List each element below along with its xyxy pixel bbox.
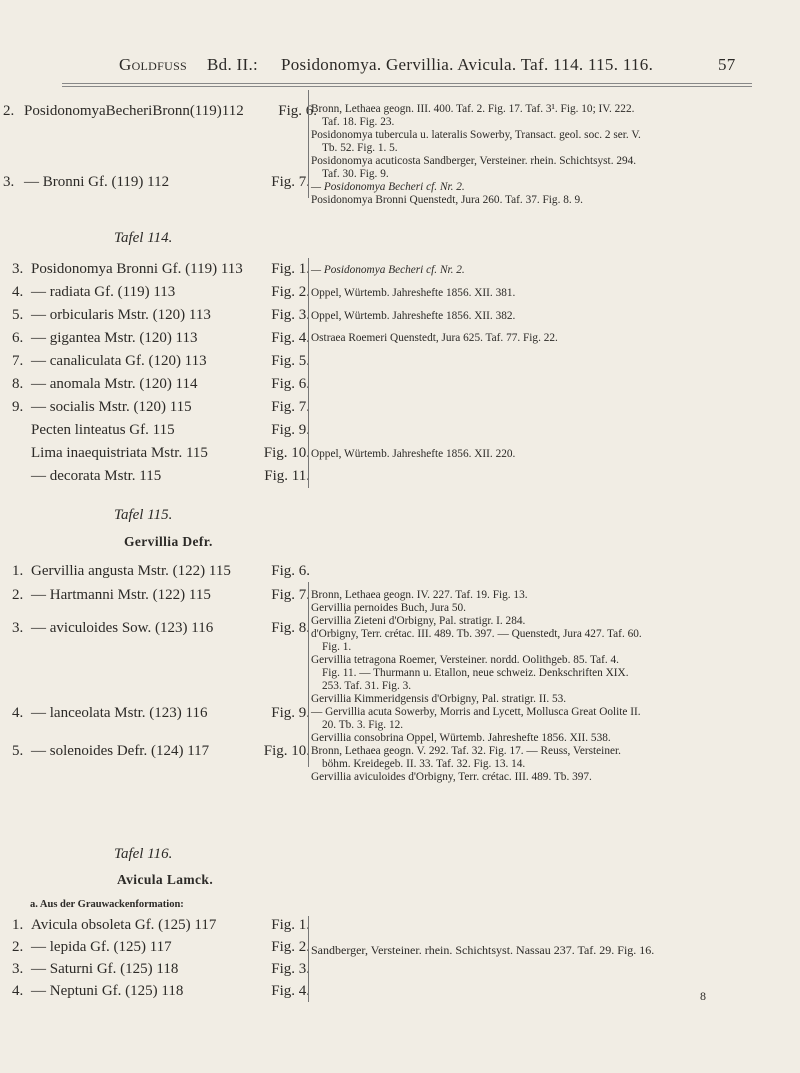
reference-line: 253. Taf. 31. Fig. 3. — [322, 680, 412, 692]
species-name: Posidonomya Bronni Gf. (119) 113 — [31, 261, 243, 277]
figure-ref: Fig. 6. — [271, 563, 310, 579]
reference-line: Posidonomya tubercula u. lateralis Sowerby, Transact. geol. soc. 2 ser. V. — [311, 129, 641, 141]
species-name: — socialis Mstr. (120) 115 — [31, 399, 192, 415]
column-divider — [308, 90, 309, 198]
reference-line: Taf. 30. Fig. 9. — [322, 168, 389, 180]
item-number: 4. — [12, 983, 24, 999]
list-item — [0, 103, 317, 123]
reference-line: Oppel, Würtemb. Jahreshefte 1856. XII. 381. — [311, 287, 516, 299]
list-item — [0, 353, 310, 373]
reference-line: Sandberger, Versteiner. rhein. Schichtsyst. Nassau 237. Taf. 29. Fig. 16. — [311, 943, 655, 957]
reference-line: — Posidonomya Becheri cf. Nr. 2. — [311, 264, 465, 276]
figure-ref: Fig. 11. — [264, 468, 310, 484]
item-number: 2. — [12, 939, 24, 955]
reference-line: Tb. 52. Fig. 1. 5. — [322, 142, 398, 154]
figure-ref: Fig. 3. — [271, 307, 310, 323]
figure-ref: Fig. 4. — [271, 330, 310, 346]
reference-line: Fig. 1. — [322, 641, 352, 653]
species-name: — anomala Mstr. (120) 114 — [31, 376, 198, 392]
figure-ref: Fig. 6. — [271, 376, 310, 392]
figure-ref: Fig. 4. — [271, 983, 310, 999]
reference-line: Ostraea Roemeri Quenstedt, Jura 625. Taf. 77. Fig. 22. — [311, 332, 558, 344]
figure-ref: Fig. 10. — [263, 743, 310, 759]
item-number: 8. — [12, 376, 24, 392]
item-number: 5. — [12, 307, 24, 323]
list-item — [0, 743, 310, 763]
species-name: — Neptuni Gf. (125) 118 — [31, 983, 184, 999]
reference-line: böhm. Kreidegeb. II. 33. Taf. 32. Fig. 13. 14. — [322, 758, 526, 770]
tafel-115-heading: Tafel 115. — [114, 507, 173, 523]
column-divider — [308, 916, 309, 1002]
reference-line: Gervillia Kimmeridgensis d'Orbigny, Pal. stratigr. II. 53. — [311, 693, 567, 705]
species-name: — solenoides Defr. (124) 117 — [31, 743, 210, 759]
block1-references — [311, 103, 751, 207]
reference-line: Bronn, Lethaea geogn. V. 292. Taf. 32. Fig. 17. — Reuss, Versteiner. — [311, 745, 621, 757]
species-name: Lima inaequistriata Mstr. 115 — [31, 445, 208, 461]
running-head-title: Posidonomya. Gervillia. Avicula. Taf. 114. 115. 116. — [281, 55, 654, 74]
item-number: 3. — [12, 261, 24, 277]
reference-line: — Posidonomya Becheri cf. Nr. 2. — [311, 181, 465, 193]
reference-line: Bronn, Lethaea geogn. IV. 227. Taf. 19. Fig. 13. — [311, 589, 528, 601]
figure-ref: Fig. 1. — [271, 261, 310, 277]
species-name: — Bronni Gf. (119) 112 — [24, 174, 170, 190]
figure-ref: Fig. 7. — [271, 174, 310, 190]
species-name: — decorata Mstr. 115 — [31, 468, 162, 484]
list-item — [0, 330, 310, 350]
figure-ref: Fig. 9. — [271, 705, 310, 721]
column-divider — [308, 258, 309, 488]
list-item — [0, 917, 310, 937]
species-name: — lanceolata Mstr. (123) 116 — [31, 705, 208, 721]
running-head-volume: Bd. II.: — [207, 55, 259, 74]
item-number: 3. — [12, 961, 24, 977]
reference-line: Gervillia aviculoides d'Orbigny, Terr. crétac. III. 489. Tb. 397. — [311, 771, 592, 783]
reference-line: Oppel, Würtemb. Jahreshefte 1856. XII. 382. — [311, 310, 516, 322]
species-name: — aviculoides Sow. (123) 116 — [31, 620, 214, 636]
list-item — [0, 261, 310, 281]
tafel-116-references — [311, 944, 751, 957]
list-item — [0, 587, 310, 607]
genus-heading: Avicula Lamck. — [117, 872, 214, 887]
item-number: 5. — [12, 743, 24, 759]
item-number: 4. — [12, 705, 24, 721]
reference-line: Gervillia tetragona Roemer, Versteiner. nordd. Oolithgeb. 85. Taf. 4. — [311, 654, 619, 666]
reference-line: Gervillia Zieteni d'Orbigny, Pal. stratigr. I. 284. — [311, 615, 526, 627]
header-rule-top — [62, 83, 752, 84]
tafel-114-heading: Tafel 114. — [114, 230, 173, 246]
species-name: Gervillia angusta Mstr. (122) 115 — [31, 563, 231, 579]
figure-ref: Fig. 2. — [271, 284, 310, 300]
item-number: 6. — [12, 330, 24, 346]
list-item — [0, 705, 310, 725]
list-item — [0, 399, 310, 419]
figure-ref: Fig. 3. — [271, 961, 310, 977]
item-number: 2. — [12, 587, 24, 603]
reference-line: Taf. 18. Fig. 23. — [322, 116, 395, 128]
figure-ref: Fig. 2. — [271, 939, 310, 955]
list-item — [0, 939, 310, 959]
list-item — [0, 376, 310, 396]
reference-line: — Gervillia acuta Sowerby, Morris and Lycett, Mollusca Great Oolite II. — [311, 706, 641, 718]
running-head-author: Goldfuss — [119, 55, 188, 74]
item-number: 1. — [12, 917, 24, 933]
reference-line: Oppel, Würtemb. Jahreshefte 1856. XII. 220. — [311, 448, 516, 460]
reference-line: Fig. 11. — Thurmann u. Etallon, neue schweiz. Denkschriften XIX. — [322, 667, 629, 679]
list-item — [0, 445, 310, 465]
list-item — [0, 174, 310, 194]
species-name: — gigantea Mstr. (120) 113 — [31, 330, 198, 346]
figure-ref: Fig. 5. — [271, 353, 310, 369]
tafel-116-heading: Tafel 116. — [114, 846, 173, 862]
page-number: 57 — [718, 55, 736, 74]
reference-line: Posidonomya Bronni Quenstedt, Jura 260. Taf. 37. Fig. 8. 9. — [311, 194, 583, 206]
reference-line: Gervillia consobrina Oppel, Würtemb. Jahreshefte 1856. XII. 538. — [311, 732, 611, 744]
species-name: — orbicularis Mstr. (120) 113 — [31, 307, 211, 323]
tafel-115-references — [311, 589, 751, 784]
species-name: PosidonomyaBecheriBronn(119)112 — [24, 103, 244, 119]
figure-ref: Fig. 1. — [271, 917, 310, 933]
signature-mark: 8 — [700, 989, 706, 1003]
figure-ref: Fig. 7. — [271, 399, 310, 415]
genus-heading: Gervillia Defr. — [124, 534, 213, 549]
figure-ref: Fig. 10. — [263, 445, 310, 461]
species-name: — Saturni Gf. (125) 118 — [31, 961, 179, 977]
list-item — [0, 620, 310, 640]
list-item — [0, 468, 310, 488]
item-number: 1. — [12, 563, 24, 579]
item-number: 7. — [12, 353, 24, 369]
list-item — [0, 983, 310, 1003]
species-name: — radiata Gf. (119) 113 — [31, 284, 176, 300]
species-name: Avicula obsoleta Gf. (125) 117 — [31, 917, 217, 933]
item-number: 9. — [12, 399, 24, 415]
species-name: — canaliculata Gf. (120) 113 — [31, 353, 207, 369]
list-item — [0, 961, 310, 981]
list-item — [0, 307, 310, 327]
item-number: 3. — [12, 620, 24, 636]
reference-line: d'Orbigny, Terr. crétac. III. 489. Tb. 397. — Quenstedt, Jura 427. Taf. 60. — [311, 628, 642, 640]
tafel-114-references — [311, 264, 751, 277]
figure-ref: Fig. 9. — [271, 422, 310, 438]
reference-line: 20. Tb. 3. Fig. 12. — [322, 719, 404, 731]
species-name: Pecten linteatus Gf. 115 — [31, 422, 175, 438]
figure-ref: Fig. 7. — [271, 587, 310, 603]
figure-ref: Fig. 6. — [278, 103, 317, 119]
list-item — [0, 422, 310, 442]
column-divider — [308, 582, 309, 767]
list-item — [0, 563, 310, 583]
species-name: — lepida Gf. (125) 117 — [31, 939, 172, 955]
reference-line: Posidonomya acuticosta Sandberger, Versteiner. rhein. Schichtsyst. 294. — [311, 155, 637, 167]
item-number: 2. — [3, 103, 15, 119]
figure-ref: Fig. 8. — [271, 620, 310, 636]
list-item — [0, 284, 310, 304]
item-number: 3. — [3, 174, 15, 190]
header-rule-bottom — [62, 86, 752, 87]
reference-line: Bronn, Lethaea geogn. III. 400. Taf. 2. Fig. 17. Taf. 3¹. Fig. 10; IV. 222. — [311, 103, 635, 115]
species-name: — Hartmanni Mstr. (122) 115 — [31, 587, 211, 603]
formation-subheading: a. Aus der Grauwackenformation: — [30, 899, 184, 910]
reference-line: Gervillia pernoides Buch, Jura 50. — [311, 602, 466, 614]
item-number: 4. — [12, 284, 24, 300]
